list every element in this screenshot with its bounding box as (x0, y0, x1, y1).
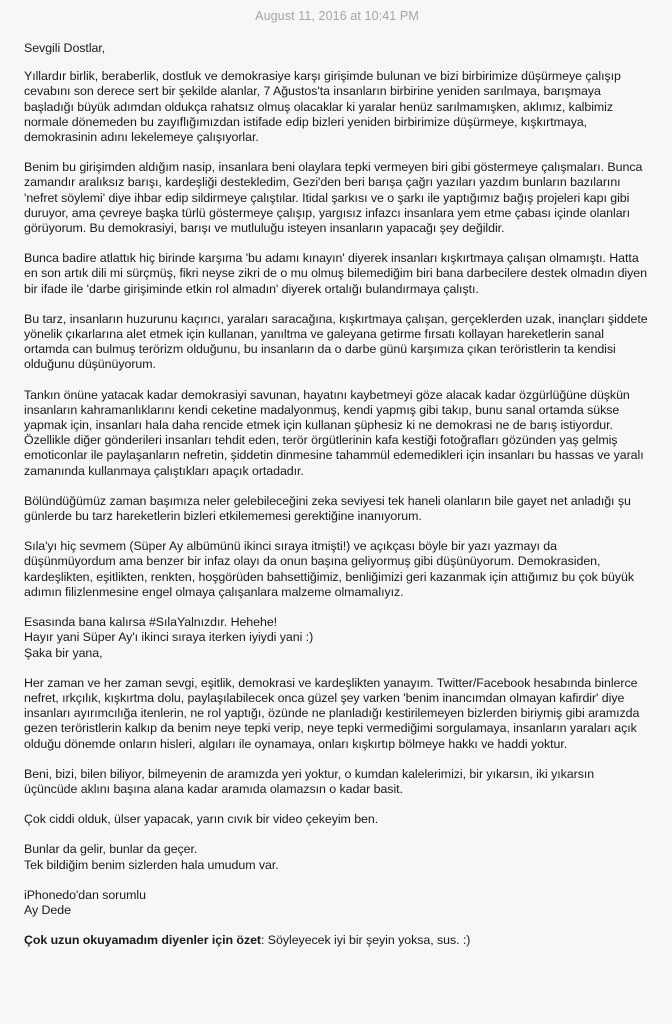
letter-body (24, 41, 650, 948)
message-timestamp: August 11, 2016 at 10:41 PM (255, 9, 419, 23)
letter-greeting: Sevgili Dostlar, (24, 41, 106, 55)
letter-paragraph: Her zaman ve her zaman sevgi, eşitlik, demokrasi ve kardeşlikten yanayım. Twitter/Facebook hesabında binlerce nefret, ırkçılık, kışkırtma dolu, paylaşılabilecek onca güzel şey varken 'benim inancımdan olmayan kafirdir' diye insanları ayırımcılığa itenlerin, ne rol yaptığı, özünde ne planladığı kestirilemeyen bizlerden biriymiş gibi aramızda gezen teröristlerin kalkıp da benim neye tepki verip, neye tepki vermediğimi sorgulamaya, insanların yaraları açık olduğu dönemde onların hisleri, algıları ile oynamaya, onları kışkırtıp bölmeye hakkı ve haddi yoktur. (24, 675, 640, 751)
letter-signature: iPhonedo'dan sorumlu Ay Dede (24, 887, 146, 917)
letter-paragraph: Benim bu girişimden aldığım nasip, insanlara beni olaylara tepki vermeyen biri gibi göstermeye çalışmaları. Bunca zamandır aralıksız barışı, kardeşliği destekledim, Gezi'den beri barışa çağrı yazıları yazdım bunların bazılarını 'nefret söylemi' diye ihbar edip sildirmeye çalıştılar. Itidal şarkısı ve o şarkı ile yaptığımız bağış projeleri kapı gibi duruyor, ama çevreye başka türlü göstermeye çalışıp, yargısız infazcı insanlara yem etme çabası içinde olanları görüyorum. Bu demokrasiyi, barışı ve mutluluğu isteyen insanların yapacağı şey değildir. (24, 160, 643, 236)
tldr-label: Çok uzun okuyamadım diyenler için özet (24, 933, 262, 948)
letter-paragraph: Çok ciddi olduk, ülser yapacak, yarın cıvık bir video çekeyim ben. (24, 812, 379, 827)
letter-paragraph: Bunlar da gelir, bunlar da geçer. Tek bildiğim benim sizlerden hala umudum var. (24, 842, 279, 872)
letter-paragraph: Esasında bana kalırsa #SılaYalnızdır. Hehehe! Hayır yani Süper Ay'ı ikinci sıraya iterken iyiydi yani :) Şaka bir yana, (24, 615, 314, 660)
tldr-text: : Söyleyecek iyi bir şeyin yoksa, sus. :) (261, 933, 471, 948)
letter-paragraph: Bu tarz, insanların huzurunu kaçırıcı, yaraları saracağına, kışkırtmaya çalışan, gerçeklerden uzak, inançları şiddete yönelik çıkarlarına alet etmek için kullanan, yanıltma ve galeyana getirme fırsatı kollayan hareketlerin sanal ortamda can bulmuş terörizm olduğunu, bu insanların da o darbe günü karşımıza çıkan teröristlerin ta kendisi olduğunu düşünüyorum. (24, 311, 648, 372)
letter-paragraph: Tankın önüne yatacak kadar demokrasiyi savunan, hayatını kaybetmeyi göze alacak kadar özgürlüğüne düşkün insanların kahramanlıklarını kendi ceketine madalyonmuş, kendi yapmış gibi takıp, bunu sanal ortamda sükse yapmak için, insanları hala daha rencide etmek için kullanan şüphesiz ki ne demokrasi ne de barış istiyordur. Özellikle diğer gönderileri insanları tehdit eden, terör örgütlerinin kafa kestiği fotoğrafları gözünden yaş gelmiş emoticonlar ile paylaşanların nefretin, şiddetin dinmesine tahammül edemedikleri için insanları bu hassas ve yaralı zamanında kullanmaya çalıştıkları apaçık ortadadır. (24, 387, 644, 478)
letter-paragraph: Bölündüğümüz zaman başımıza neler gelebileceğini zeka seviyesi tek haneli olanların bile gayet net anladığı şu günlerde bu tarz hareketlerin bizleri etkilememesi gerektiğine inanıyorum. (24, 493, 631, 524)
letter-paragraph: Sıla'yı hiç sevmem (Süper Ay albümünü ikinci sıraya itmişti!) ve açıkçası böyle bir yazı yazmayı da düşünmüyordum ama benzer bir infaz olayı da onun başına geliyormuş gibi düşünüyorum. Demokrasiden, kardeşlikten, eşitlikten, renkten, hoşgörüden bahsettiğimiz, benliğimizi geri kazanmak için attığımız bu çok büyük adımın filizlenmesine engel olmaya çalışanlara malzeme olmamalıyız. (24, 539, 635, 599)
letter-paragraph: Yıllardır birlik, beraberlik, dostluk ve demokrasiye karşı girişimde bulunan ve bizi birbirimize düşürmeye çalışıp cevabını son derece sert bir şekilde alanlar, 7 Ağustos'ta insanların birbirine yeniden sarılmaya, barışmaya başladığı büyük adımdan oldukça rahatsız olmuş olacaklar ki yaralar henüz sarılmamışken, aklımız, kalbimiz normale dönemeden bu zayıflığımızdan istifade edip bizleri yeniden birbirimize düşürmeye, kışkırtmaya, demokrasinin adını lekelemeye çalışıyorlar. (24, 69, 621, 145)
letter-paragraph: Beni, bizi, bilen biliyor, bilmeyenin de aramızda yeri yoktur, o kumdan kalelerimizi, bir yıkarsın, iki yıkarsın üçüncüde aklını başına alana kadar aramıda olamazsın o kadar basit. (24, 766, 595, 796)
letter-paragraph: Bunca badire atlattık hiç birinde karşıma 'bu adamı kınayın' diyerek insanları kışkırtmaya çalışan olmamıştı. Hatta en son artık dili mi sürçmüş, fikri neyse zikri de o mu olmuş bilemediğim biri bana darbecilere destek olmadın diyen bir ifade ile 'darbe girişiminde etkin rol almadın' diyerek ortalığı bulandırmaya çalıştı. (24, 251, 647, 296)
tldr-summary (24, 933, 650, 948)
